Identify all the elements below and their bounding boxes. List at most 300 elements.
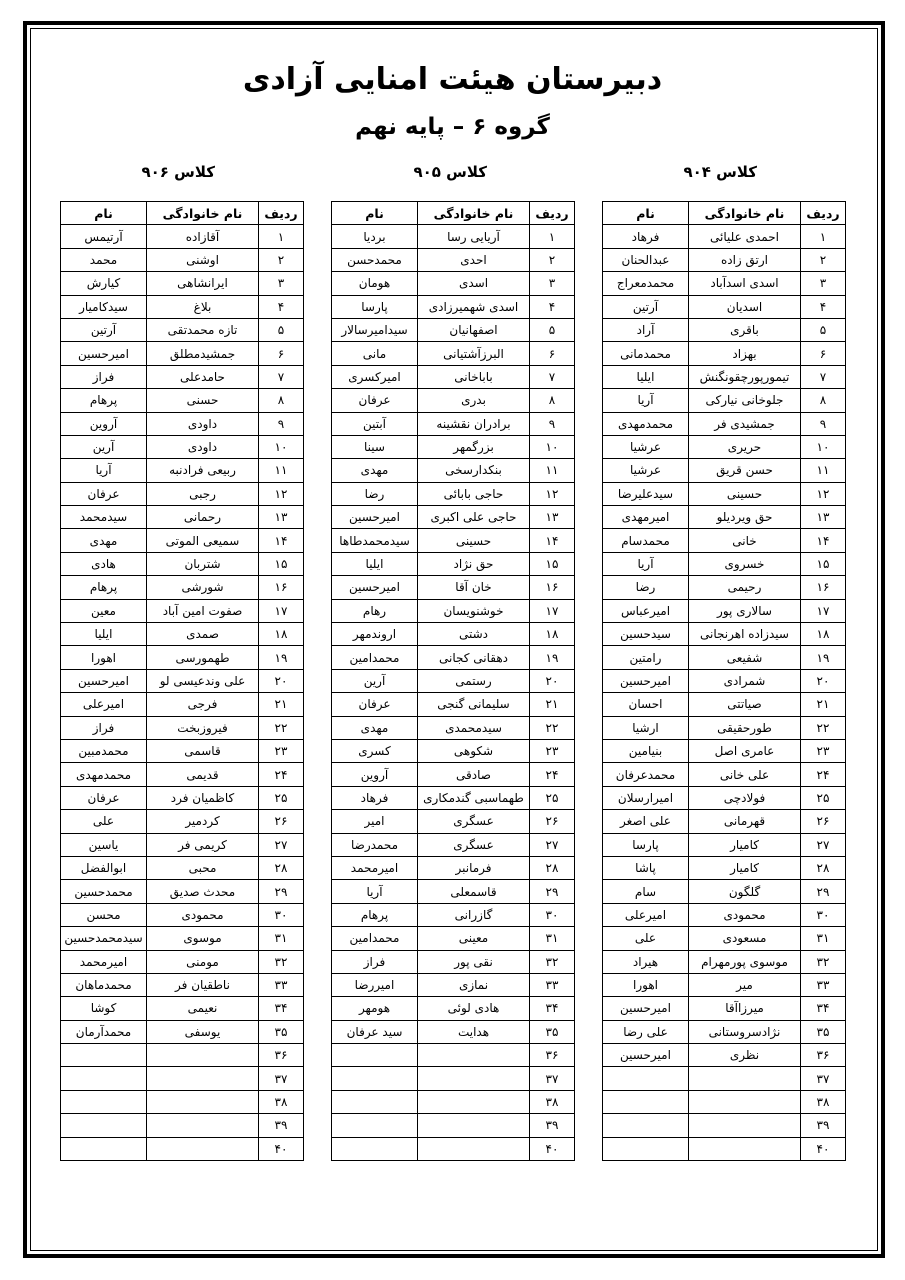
family-name-cell: علی وندعیسی لو [147,669,259,692]
table-row [61,950,304,973]
row-number: ۱۵ [259,552,304,575]
first-name-cell: آرتیمس [61,225,147,248]
row-number: ۵ [801,318,846,341]
table-row [61,903,304,926]
family-name-cell: احمدی علیائی [689,225,801,248]
first-name-cell [61,1114,147,1137]
row-number: ۲۵ [259,786,304,809]
family-name-cell: نظری [689,1044,801,1067]
family-name-cell: عسگری [418,833,530,856]
table-row [603,342,846,365]
family-name-cell: قاسمعلی [418,880,530,903]
row-number: ۱۶ [530,576,575,599]
row-number: ۲۳ [259,739,304,762]
family-name-cell: آقازاده [147,225,259,248]
first-name-cell: امیرمهدی [603,506,689,529]
first-name-cell: آبتین [332,412,418,435]
family-name-cell: حامدعلی [147,365,259,388]
first-name-cell [603,1090,689,1113]
family-name-cell: رجبی [147,482,259,505]
family-name-cell: طهماسبی گندمکاری [418,786,530,809]
col-header-row: ردیف [530,202,575,225]
first-name-cell: اهورا [603,973,689,996]
first-name-cell: آراد [603,318,689,341]
first-name-cell: سیدحسین [603,623,689,646]
table-row [603,716,846,739]
first-name-cell: علی [603,927,689,950]
family-name-cell: نمازی [418,973,530,996]
first-name-cell: محمدرضا [332,833,418,856]
row-number: ۱۱ [259,459,304,482]
row-number: ۲۷ [530,833,575,856]
family-name-cell: حسینی [418,529,530,552]
table-row [61,693,304,716]
row-number: ۵ [530,318,575,341]
table-row [603,318,846,341]
first-name-cell: محمدمبین [61,739,147,762]
family-name-cell: قدیمی [147,763,259,786]
row-number: ۲۸ [259,856,304,879]
row-number: ۹ [801,412,846,435]
table-row [61,482,304,505]
row-number: ۲۴ [530,763,575,786]
first-name-cell: سام [603,880,689,903]
first-name-cell: سیدکامیار [61,295,147,318]
family-name-cell: ایرانشاهی [147,272,259,295]
table-row [603,552,846,575]
col-header-row: ردیف [801,202,846,225]
first-name-cell: اروندمهر [332,623,418,646]
first-name-cell: امیرحسین [603,997,689,1020]
first-name-cell: علی اصغر [603,810,689,833]
first-name-cell: ارشیا [603,716,689,739]
row-number: ۱۳ [801,506,846,529]
row-number: ۱۵ [801,552,846,575]
table-row [603,646,846,669]
first-name-cell: محمدحسن [332,248,418,271]
row-number: ۳۲ [259,950,304,973]
family-name-cell: برادران نقشینه [418,412,530,435]
table-row [61,599,304,622]
row-number: ۱۶ [259,576,304,599]
family-name-cell [689,1067,801,1090]
first-name-cell: امیرارسلان [603,786,689,809]
family-name-cell: خان آقا [418,576,530,599]
first-name-cell: ایلیا [332,552,418,575]
row-number: ۳ [259,272,304,295]
table-row [332,833,575,856]
row-number: ۷ [259,365,304,388]
first-name-cell [61,1090,147,1113]
table-row [61,997,304,1020]
first-name-cell: پارسا [603,833,689,856]
row-number: ۱ [259,225,304,248]
family-name-cell: باباخانی [418,365,530,388]
table-row [332,552,575,575]
family-name-cell: حاجی بابائی [418,482,530,505]
first-name-cell: فرهاد [603,225,689,248]
row-number: ۳۱ [259,927,304,950]
first-name-cell: امیرمحمد [332,856,418,879]
table-row [61,342,304,365]
family-name-cell: البرزآشتیانی [418,342,530,365]
header-row [332,202,575,225]
table-row [332,856,575,879]
first-name-cell: محمدمعراج [603,272,689,295]
col-header-name: نام [61,202,147,225]
row-number: ۲ [801,248,846,271]
family-name-cell: سالاری پور [689,599,801,622]
header-row [603,202,846,225]
table-row [603,950,846,973]
first-name-cell: کیارش [61,272,147,295]
table-row [603,997,846,1020]
row-number: ۳۸ [801,1090,846,1113]
first-name-cell: آرین [332,669,418,692]
row-number: ۲۴ [801,763,846,786]
table-row [332,412,575,435]
family-name-cell: حق نژاد [418,552,530,575]
family-name-cell: معینی [418,927,530,950]
table-row [61,435,304,458]
family-name-cell: کردمیر [147,810,259,833]
row-number: ۳۸ [530,1090,575,1113]
first-name-cell: محمدمانی [603,342,689,365]
row-number: ۲۱ [259,693,304,716]
table-row [61,225,304,248]
class-label-906: کلاس ۹۰۶ [141,163,215,181]
row-number: ۲۷ [259,833,304,856]
family-name-cell: رحیمی [689,576,801,599]
table-row [61,739,304,762]
table-row [61,389,304,412]
table-row [332,693,575,716]
first-name-cell: علی [61,810,147,833]
family-name-cell: فولادچی [689,786,801,809]
table-row [603,225,846,248]
first-name-cell: هیراد [603,950,689,973]
family-name-cell: شفیعی [689,646,801,669]
row-number: ۹ [259,412,304,435]
table-row [603,482,846,505]
family-name-cell: نقی پور [418,950,530,973]
table-row [61,1067,304,1090]
first-name-cell: آریا [61,459,147,482]
first-name-cell: امیرحسین [603,1044,689,1067]
row-number: ۳۴ [259,997,304,1020]
table-row [332,739,575,762]
family-name-cell: اسدی شهمیرزادی [418,295,530,318]
family-name-cell: شمرادی [689,669,801,692]
first-name-cell: امیرکسری [332,365,418,388]
first-name-cell: محمدعرفان [603,763,689,786]
table-row [61,623,304,646]
family-name-cell: فرمانبر [418,856,530,879]
first-name-cell: امیرحسین [332,506,418,529]
family-name-cell: اسدیان [689,295,801,318]
first-name-cell: محمدامین [332,646,418,669]
table-row [61,459,304,482]
family-name-cell: سمیعی الموتی [147,529,259,552]
first-name-cell: کوشا [61,997,147,1020]
first-name-cell: ایلیا [603,365,689,388]
first-name-cell: آریا [603,552,689,575]
row-number: ۲۶ [530,810,575,833]
first-name-cell: هومان [332,272,418,295]
table-row [603,786,846,809]
header-row [61,202,304,225]
first-name-cell: محمدآرمان [61,1020,147,1043]
first-name-cell: اهورا [61,646,147,669]
family-name-cell: شکوهی [418,739,530,762]
table-row [61,786,304,809]
row-number: ۳۰ [801,903,846,926]
first-name-cell: رهام [332,599,418,622]
row-number: ۳۵ [530,1020,575,1043]
family-name-cell: جمشیدی فر [689,412,801,435]
first-name-cell: محمد [61,248,147,271]
first-name-cell [603,1114,689,1137]
family-name-cell: میرزاآقا [689,997,801,1020]
table-row [61,1137,304,1160]
table-row [61,833,304,856]
first-name-cell: آریا [603,389,689,412]
first-name-cell: امیرحسین [61,342,147,365]
table-row [603,272,846,295]
family-name-cell [147,1090,259,1113]
family-name-cell: تازه محمدتقی [147,318,259,341]
family-name-cell: طهمورسی [147,646,259,669]
row-number: ۱۷ [530,599,575,622]
family-name-cell: داودی [147,412,259,435]
family-name-cell: محدث صدیق [147,880,259,903]
table-row [61,248,304,271]
row-number: ۱۷ [801,599,846,622]
row-number: ۳۸ [259,1090,304,1113]
table-row [603,927,846,950]
row-number: ۴۰ [259,1137,304,1160]
first-name-cell [61,1067,147,1090]
row-number: ۳۹ [259,1114,304,1137]
row-number: ۱۴ [530,529,575,552]
table-row [61,646,304,669]
family-name-cell: مومنی [147,950,259,973]
first-name-cell: فرهاد [332,786,418,809]
first-name-cell: فراز [61,365,147,388]
table-row [332,1020,575,1043]
table-row [61,412,304,435]
roster-table-904 [602,201,846,1161]
family-name-cell: صادقی [418,763,530,786]
row-number: ۱۱ [801,459,846,482]
row-number: ۱۷ [259,599,304,622]
first-name-cell: پرهام [61,576,147,599]
row-number: ۳۵ [259,1020,304,1043]
family-name-cell: صفوت امین آباد [147,599,259,622]
table-row [332,810,575,833]
family-name-cell: محمودی [689,903,801,926]
col-header-family: نام خانوادگی [689,202,801,225]
row-number: ۱۰ [259,435,304,458]
family-name-cell [147,1044,259,1067]
first-name-cell: ابوالفضل [61,856,147,879]
first-name-cell [603,1067,689,1090]
family-name-cell [418,1137,530,1160]
row-number: ۲۹ [530,880,575,903]
table-row [332,1044,575,1067]
row-number: ۲۳ [801,739,846,762]
table-row [603,693,846,716]
school-title: دبیرستان هیئت امنایی آزادی [242,62,663,97]
first-name-cell [332,1114,418,1137]
family-name-cell [418,1090,530,1113]
row-number: ۳۵ [801,1020,846,1043]
first-name-cell: امیرعلی [61,693,147,716]
row-number: ۱۸ [801,623,846,646]
row-number: ۱ [801,225,846,248]
family-name-cell: نعیمی [147,997,259,1020]
table-row [332,1067,575,1090]
table-row [603,973,846,996]
first-name-cell: عرفان [332,693,418,716]
first-name-cell: امیرحسین [603,669,689,692]
row-number: ۱۳ [259,506,304,529]
table-row [332,646,575,669]
row-number: ۳۷ [259,1067,304,1090]
first-name-cell [332,1067,418,1090]
row-number: ۳۷ [801,1067,846,1090]
first-name-cell: امیرحسین [332,576,418,599]
first-name-cell [61,1137,147,1160]
table-row [61,365,304,388]
family-name-cell: اوشنی [147,248,259,271]
table-row [603,1044,846,1067]
table-row [332,225,575,248]
first-name-cell: پرهام [332,903,418,926]
first-name-cell: امیرحسین [61,669,147,692]
table-row [332,623,575,646]
first-name-cell: سیدامیرسالار [332,318,418,341]
family-name-cell [689,1137,801,1160]
table-row [61,529,304,552]
row-number: ۱۲ [530,482,575,505]
first-name-cell: محسن [61,903,147,926]
family-name-cell: موسوی [147,927,259,950]
first-name-cell: فراز [61,716,147,739]
first-name-cell: امیرعلی [603,903,689,926]
row-number: ۴ [801,295,846,318]
first-name-cell: هومهر [332,997,418,1020]
first-name-cell: مهدی [61,529,147,552]
family-name-cell: هادی لوئی [418,997,530,1020]
first-name-cell: آرتین [61,318,147,341]
group-title: گروه ۶ – پایه نهم [355,114,550,140]
first-name-cell: مهدی [332,716,418,739]
family-name-cell: حریری [689,435,801,458]
row-number: ۴۰ [530,1137,575,1160]
row-number: ۶ [801,342,846,365]
first-name-cell: آرین [61,435,147,458]
table-row [603,903,846,926]
table-row [603,529,846,552]
row-number: ۷ [530,365,575,388]
family-name-cell [147,1137,259,1160]
row-number: ۲۴ [259,763,304,786]
table-row [332,950,575,973]
table-row [61,810,304,833]
family-name-cell: شتربان [147,552,259,575]
table-row [61,1090,304,1113]
family-name-cell: میر [689,973,801,996]
table-row [603,1114,846,1137]
table-row [332,786,575,809]
family-name-cell: حسنی [147,389,259,412]
family-name-cell: اسدی اسدآباد [689,272,801,295]
family-name-cell: علی خانی [689,763,801,786]
table-row [603,295,846,318]
row-number: ۲۹ [259,880,304,903]
table-row [61,669,304,692]
family-name-cell: نژادسروستانی [689,1020,801,1043]
first-name-cell: سید عرفان [332,1020,418,1043]
first-name-cell: یاسین [61,833,147,856]
row-number: ۸ [530,389,575,412]
table-row [61,272,304,295]
row-number: ۶ [530,342,575,365]
family-name-cell: گازرانی [418,903,530,926]
first-name-cell: سیدعلیرضا [603,482,689,505]
first-name-cell: فراز [332,950,418,973]
row-number: ۱ [530,225,575,248]
row-number: ۱۴ [801,529,846,552]
table-row [603,459,846,482]
family-name-cell: رستمی [418,669,530,692]
table-row [603,248,846,271]
row-number: ۱۹ [259,646,304,669]
first-name-cell: علی رضا [603,1020,689,1043]
row-number: ۴۰ [801,1137,846,1160]
family-name-cell: احدی [418,248,530,271]
family-name-cell: بزرگمهر [418,435,530,458]
family-name-cell [689,1114,801,1137]
family-name-cell: ناطقیان فر [147,973,259,996]
row-number: ۲۸ [801,856,846,879]
table-row [332,599,575,622]
row-number: ۲۸ [530,856,575,879]
row-number: ۲ [530,248,575,271]
col-header-family: نام خانوادگی [147,202,259,225]
first-name-cell: هادی [61,552,147,575]
row-number: ۳۷ [530,1067,575,1090]
row-number: ۲۶ [259,810,304,833]
table-row [61,856,304,879]
row-number: ۱۸ [530,623,575,646]
family-name-cell: کاظمیان فرد [147,786,259,809]
table-row [332,435,575,458]
table-row [332,973,575,996]
table-row [603,435,846,458]
family-name-cell: صیاتتی [689,693,801,716]
family-name-cell: بلاغ [147,295,259,318]
first-name-cell: آریا [332,880,418,903]
family-name-cell: باقری [689,318,801,341]
family-name-cell: صمدی [147,623,259,646]
family-name-cell: حسینی [689,482,801,505]
family-name-cell: بدری [418,389,530,412]
family-name-cell: خوشنویسان [418,599,530,622]
row-number: ۳۱ [801,927,846,950]
table-row [603,1067,846,1090]
